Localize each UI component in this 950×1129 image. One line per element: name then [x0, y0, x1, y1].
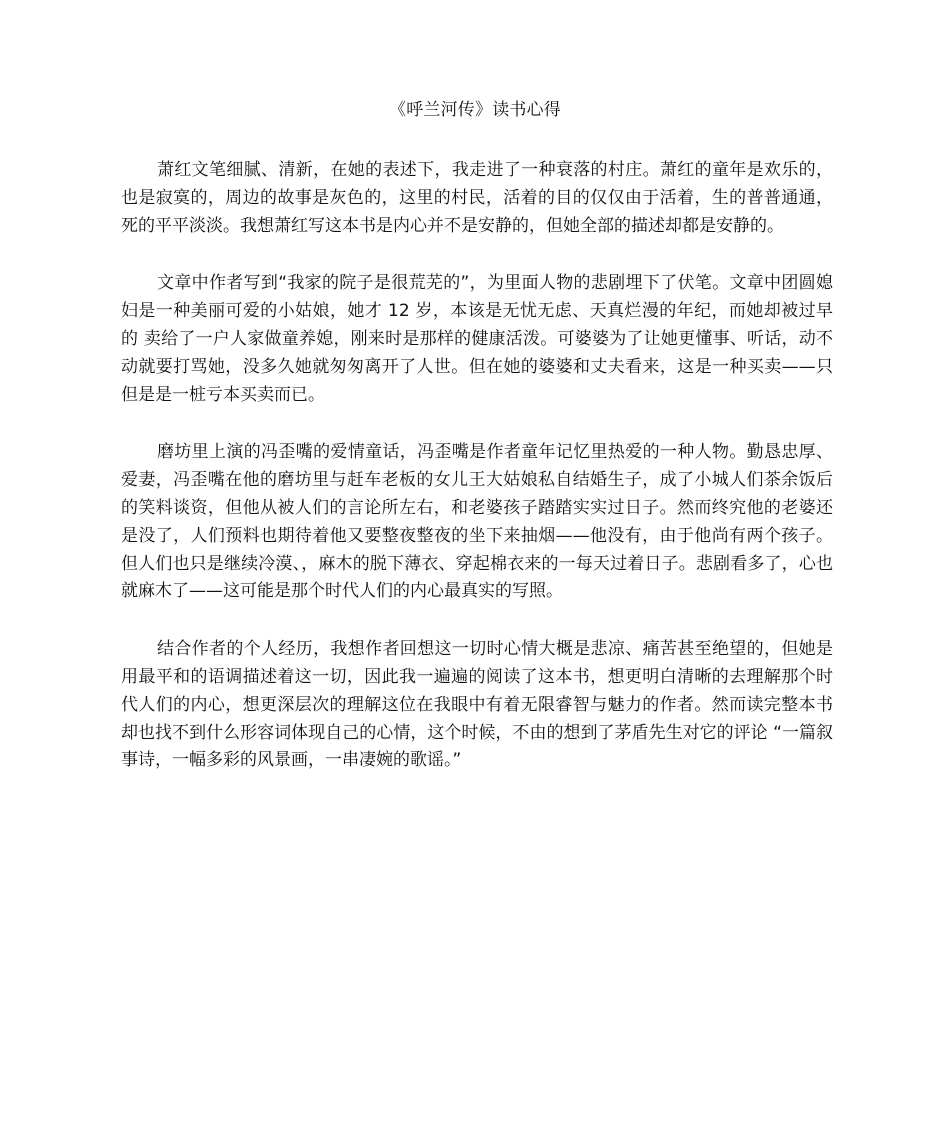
paragraph-1: 萧红文笔细腻、清新，在她的表述下，我走进了一种衰落的村庄。萧红的童年是欢乐的，也是寂寞的，周边的故事是灰色的，这里的村民，活着的目的仅仅由于活着，生的普普通通，死的平平淡淡。我想萧红写这本书是内心并不是安静的，但她全部的描述却都是安静的。 [121, 160, 833, 236]
paragraph-3: 磨坊里上演的冯歪嘴的爱情童话，冯歪嘴是作者童年记忆里热爱的一种人物。勤恳忠厚、爱妻，冯歪嘴在他的磨坊里与赶车老板的女儿王大姑娘私自结婚生子，成了小城人们茶余饭后的笑料谈资，但他从被人们的言论所左右，和老婆孩子踏踏实实过日子。然而终究他的老婆还是没了，人们预料也期待着他又要整夜整夜的坐下来抽烟——他没有，由于他尚有两个孩子。但人们也只是继续冷漠、，麻木的脱下薄衣、穿起棉衣来的一每天过着日子。悲剧看多了，心也就麻木了——这可能是那个时代人们的内心最真实的写照。 [121, 442, 833, 602]
document-body [121, 157, 833, 805]
paragraph-2: 文章中作者写到“我家的院子是很荒芜的”，为里面人物的悲剧埋下了伏笔。文章中团圆媳妇是一种美丽可爱的小姑娘，她才 12 岁，本该是无忧无虑、天真烂漫的年纪，而她却被过早的 卖给了一户人家做童养媳，刚来时是那样的健康活泼。可婆婆为了让她更懂事、听话，动不动就要打骂她，没多久她就匆匆离开了人世。但在她的婆婆和丈夫看来，这是一种买卖——只但是是一桩亏本买卖而已。 [121, 273, 833, 405]
paragraph-4: 结合作者的个人经历，我想作者回想这一切时心情大概是悲凉、痛苦甚至绝望的，但她是用最平和的语调描述着这一切，因此我一遍遍的阅读了这本书，想更明白清晰的去理解那个时代人们的内心，想更深层次的理解这位在我眼中有着无限睿智与魅力的作者。然而读完整本书却也找不到什么形容词体现自己的心情，这个时候，不由的想到了茅盾先生对它的评论 “一篇叙事诗，一幅多彩的风景画，一串凄婉的歌谣。” [121, 639, 833, 771]
document-title: 《呼兰河传》读书心得 [389, 100, 561, 120]
